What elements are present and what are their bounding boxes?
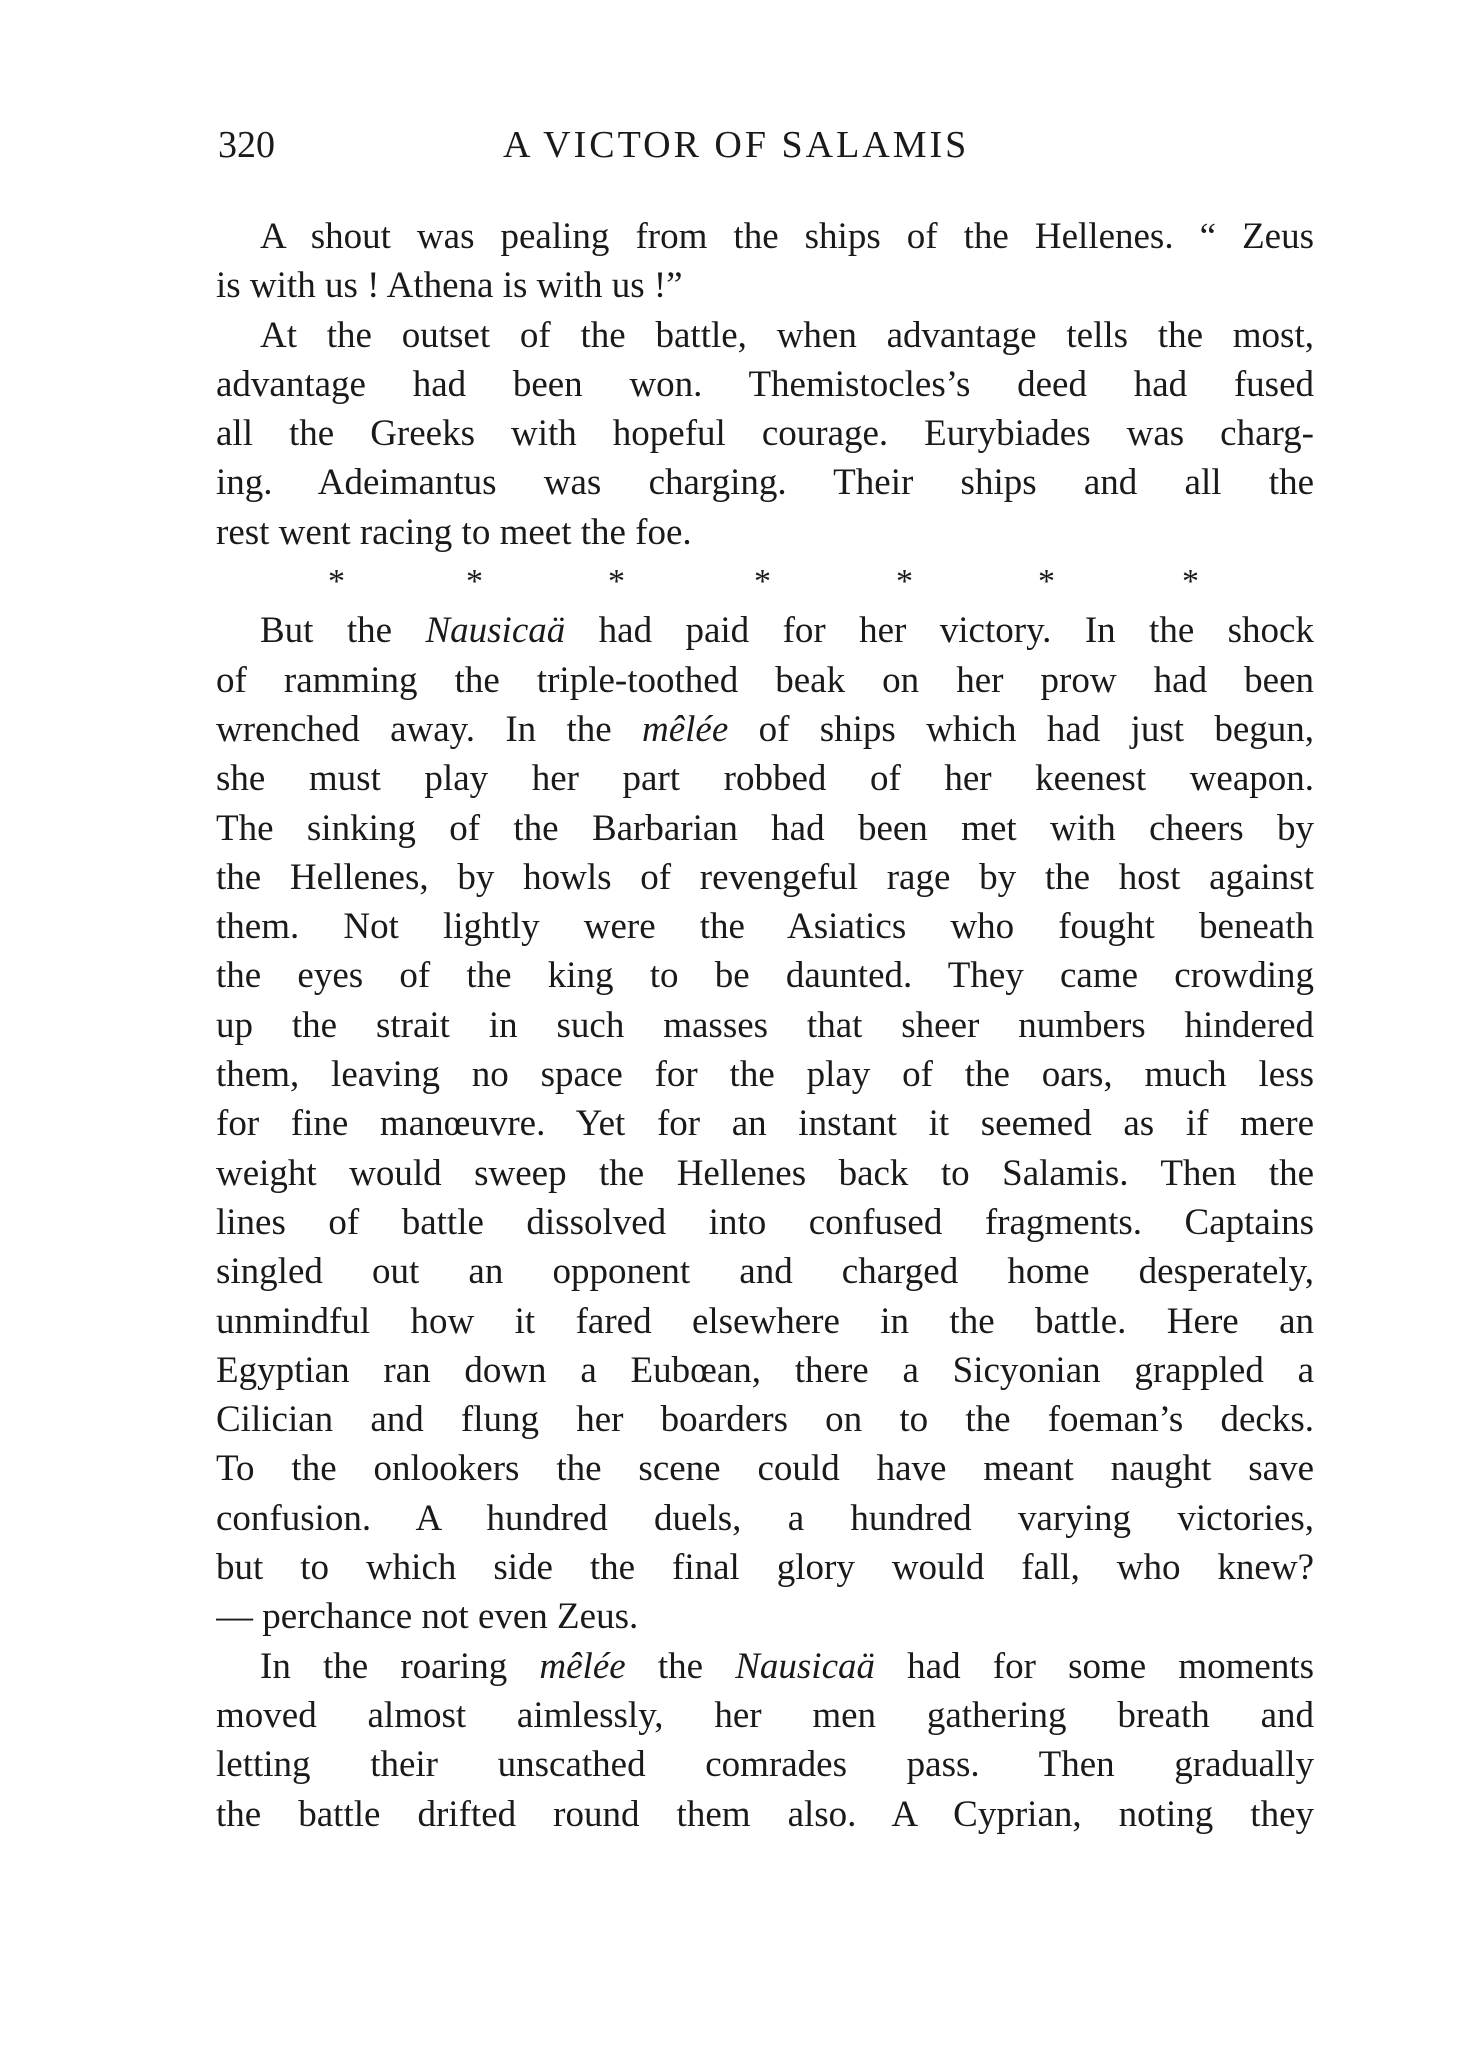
text-line: the eyes of the king to be daunted. They came crowding (216, 955, 1314, 997)
text-line: lines of battle dissolved into confused fragments. Captains (216, 1201, 1314, 1243)
text-line: The sinking of the Barbarian had been met with cheers by (216, 807, 1314, 849)
text-line: Cilician and flung her boarders on to the foeman’s decks. (216, 1399, 1314, 1441)
text-line: ing. Adeimantus was charging. Their ships and all the (216, 462, 1314, 504)
text-run: had for some moments (875, 1645, 1314, 1687)
asterisk: * (608, 563, 625, 601)
text-line: At the outset of the battle, when advantage tells the most, (260, 314, 1314, 356)
text-run: wrenched away. In the (216, 708, 642, 750)
running-title: A VICTOR OF SALAMIS (503, 124, 970, 166)
text-line (216, 1642, 1314, 1691)
italic-word: mêlée (539, 1645, 626, 1687)
text-line: letting their unscathed comrades pass. Then gradually (216, 1744, 1314, 1786)
text-line: A shout was pealing from the ships of the Hellenes. “ Zeus (260, 216, 1314, 257)
italic-ship-name: Nausicaä (425, 610, 566, 652)
text-line: for fine manœuvre. Yet for an instant it seemed as if mere (216, 1103, 1314, 1145)
text-run: the (625, 1645, 736, 1687)
text-line: singled out an opponent and charged home desperately, (216, 1251, 1314, 1293)
text-line (216, 705, 1314, 754)
text-line: advantage had been won. Themistocles’s deed had fused (216, 363, 1314, 405)
asterisk: * (754, 563, 771, 601)
text-line: confusion. A hundred duels, a hundred varying victories, (216, 1497, 1314, 1539)
section-break (216, 557, 1314, 606)
text-run: had paid for her victory. In the shock (565, 610, 1314, 652)
text-line: Egyptian ran down a Eubœan, there a Sicyonian grappled a (216, 1349, 1314, 1391)
text-line: — perchance not even Zeus. (216, 1596, 639, 1638)
text-run: In the roaring (260, 1645, 540, 1687)
text-line: she must play her part robbed of her keenest weapon. (216, 758, 1314, 800)
body-text (216, 212, 1314, 1839)
text-line: the Hellenes, by howls of revengeful rage by the host against (216, 856, 1314, 898)
asterisk: * (466, 563, 483, 601)
text-line: weight would sweep the Hellenes back to Salamis. Then the (216, 1152, 1314, 1194)
text-line: rest went racing to meet the foe. (216, 511, 692, 553)
asterisk: * (1038, 563, 1055, 601)
text-line: is with us ! Athena is with us !” (216, 265, 683, 307)
italic-ship-name: Nausicaä (735, 1645, 875, 1687)
text-line: of ramming the triple-toothed beak on her prow had been (216, 659, 1314, 701)
asterisk: * (1182, 563, 1199, 601)
text-line (216, 606, 1314, 655)
text-line: them. Not lightly were the Asiatics who fought beneath (216, 906, 1314, 948)
text-line: up the strait in such masses that sheer numbers hindered (216, 1004, 1314, 1046)
italic-word: mêlée (641, 708, 729, 750)
page-header (218, 120, 1318, 170)
page-number: 320 (218, 124, 275, 166)
text-line: them, leaving no space for the play of the oars, much less (216, 1054, 1314, 1096)
text-line: moved almost aimlessly, her men gathering breath and (216, 1694, 1314, 1736)
asterisk: * (328, 563, 345, 601)
text-line: all the Greeks with hopeful courage. Eurybiades was charg- (216, 413, 1314, 455)
text-line: unmindful how it fared elsewhere in the battle. Here an (216, 1300, 1314, 1342)
text-run: But the (260, 610, 426, 652)
asterisk: * (896, 563, 913, 601)
text-run: of ships which had just begun, (728, 708, 1314, 750)
text-line: but to which side the final glory would fall, who knew? (216, 1547, 1314, 1589)
text-line: To the onlookers the scene could have meant naught save (216, 1448, 1314, 1490)
text-line: the battle drifted round them also. A Cyprian, noting they (216, 1793, 1314, 1835)
